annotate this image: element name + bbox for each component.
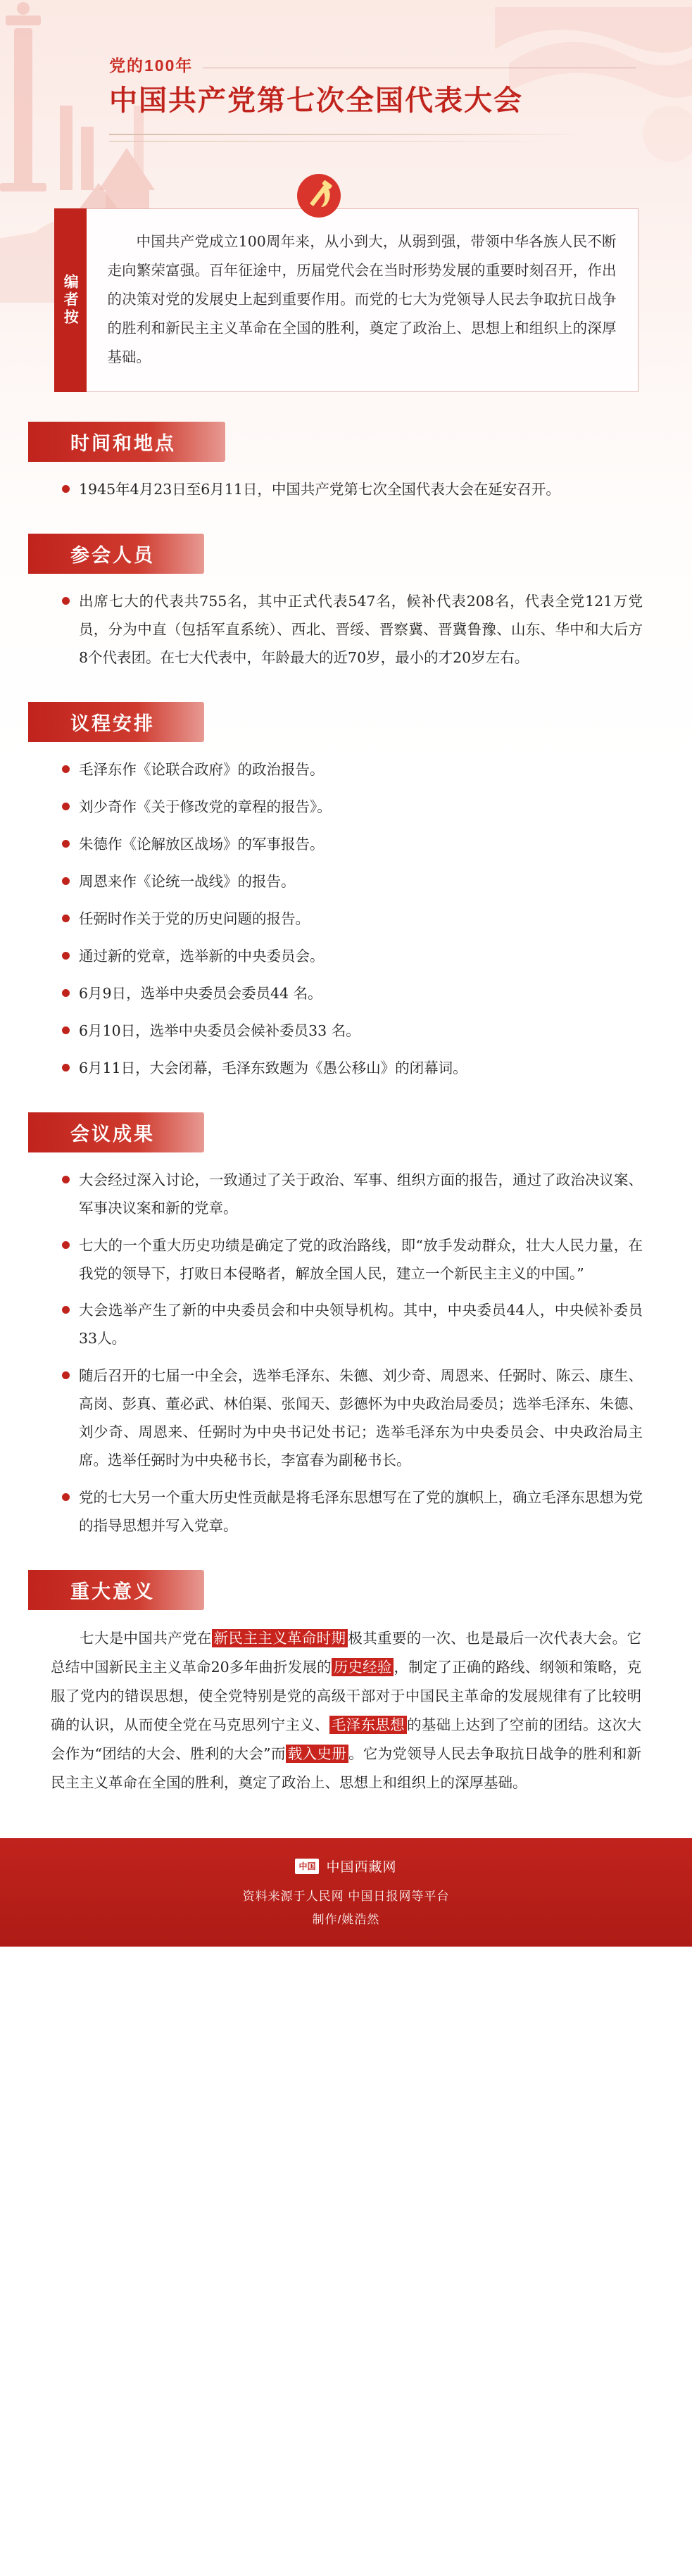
list-item-text: 1945年4月23日至6月11日，中国共产党第七次全国代表大会在延安召开。 xyxy=(79,481,560,498)
list-item-text: 出席七大的代表共755名，其中正式代表547名，候补代表208名，代表全党121万党员，分为中直（包括军直系统）、西北、晋绥、晋察冀、晋冀鲁豫、山东、华中和大后方8个代表团。在七大代表中，年龄最大的近70岁，最小的才20岁左右。 xyxy=(79,592,643,666)
sections-container xyxy=(0,422,692,1540)
site-name: 中国西藏网 xyxy=(326,1860,397,1876)
list-item xyxy=(62,1484,643,1540)
bullet-dot-icon xyxy=(62,877,70,885)
section xyxy=(0,534,692,672)
section-title: 重大意义 xyxy=(28,1570,204,1610)
title-rule-2 xyxy=(109,141,560,142)
bullet-dot-icon xyxy=(62,1371,70,1379)
hammer-sickle-icon xyxy=(296,172,342,219)
section-title: 时间和地点 xyxy=(28,422,225,462)
editor-note-text: 中国共产党成立100周年来，从小到大，从弱到强，带领中华各族人民不断走向繁荣富强。百年征途中，历届党代会在当时形势发展的重要时刻召开，作出的决策对党的发展史上起到重要作用。而党的七大为党领导人民去争取抗日战争的胜利和新民主主义革命在全国的胜利，奠定了政治上、思想上和组织上的深厚基础。 xyxy=(87,208,638,392)
list-item-text: 任弼时作关于党的历史问题的报告。 xyxy=(79,910,310,927)
section-body xyxy=(62,588,643,672)
bullet-dot-icon xyxy=(62,1306,70,1314)
highlight-phrase: 载入史册 xyxy=(286,1745,348,1763)
significance-text-run: ，制定了正确的路线、纲领和策略，克服了党内的错误思想，使全党特别是党的高级干部对于中国民主革命的发展规律有了比较明确的认识，从而使全党在马克思列宁主义、 xyxy=(51,1659,642,1734)
section-body xyxy=(62,476,643,504)
section xyxy=(0,702,692,1083)
section-title: 参会人员 xyxy=(28,534,204,574)
bullet-dot-icon xyxy=(62,485,70,493)
section xyxy=(0,422,692,504)
highlight-phrase: 历史经验 xyxy=(332,1658,394,1676)
list-item-text: 6月11日，大会闭幕，毛泽东致题为《愚公移山》的闭幕词。 xyxy=(79,1059,467,1076)
bullet-dot-icon xyxy=(62,765,70,773)
header-kicker: 党的100年 xyxy=(109,56,194,75)
bullet-dot-icon xyxy=(62,989,70,997)
source-line: 资料来源于人民网 中国日报网等平台 xyxy=(242,1890,450,1904)
section-body xyxy=(62,756,643,1083)
list-item xyxy=(62,1297,643,1353)
list-item xyxy=(62,1167,643,1223)
bullet-dot-icon xyxy=(62,1064,70,1072)
list-item-text: 6月9日，选举中央委员会委员44 名。 xyxy=(79,984,322,1002)
list-item-text: 七大的一个重大历史功绩是确定了党的政治路线，即“放手发动群众，壮大人民力量，在我党的领导下，打败日本侵略者，解放全国人民，建立一个新民主主义的中国。” xyxy=(79,1236,643,1282)
list-item-text: 刘少奇作《关于修改党的章程的报告》。 xyxy=(79,798,332,815)
footer xyxy=(0,1838,692,1947)
bullet-dot-icon xyxy=(62,915,70,922)
bullet-dot-icon xyxy=(62,803,70,810)
list-item xyxy=(62,1362,643,1475)
title-rule-1 xyxy=(109,134,588,135)
list-item xyxy=(62,1232,643,1288)
significance-text-run: 。它为党领导人民去争取抗日战争的胜利和新民主主义革命在全国的胜利，奠定了政治上、思想上和组织上的深厚基础。 xyxy=(51,1745,642,1792)
page-title: 中国共产党第七次全国代表大会 xyxy=(109,84,523,117)
list-item-text: 毛泽东作《论联合政府》的政治报告。 xyxy=(79,760,325,778)
list-item xyxy=(62,1017,643,1045)
bullet-dot-icon xyxy=(62,840,70,848)
list-item xyxy=(62,831,643,859)
section-title: 会议成果 xyxy=(28,1112,204,1152)
significance-text xyxy=(51,1624,641,1797)
list-item xyxy=(62,756,643,784)
bullet-dot-icon xyxy=(62,952,70,960)
highlight-phrase: 新民主主义革命时期 xyxy=(212,1629,348,1647)
header xyxy=(0,0,692,142)
list-item xyxy=(62,476,643,504)
site-logo-icon: 中国 xyxy=(295,1859,319,1874)
editor-note xyxy=(54,208,638,392)
list-item xyxy=(62,943,643,971)
list-item-text: 大会经过深入讨论，一致通过了关于政治、军事、组织方面的报告，通过了政治决议案、军事决议案和新的党章。 xyxy=(79,1171,643,1217)
bullet-dot-icon xyxy=(62,1176,70,1183)
section xyxy=(0,1112,692,1541)
significance-text-run: 七大是中国共产党在 xyxy=(80,1630,212,1647)
list-item-text: 6月10日，选举中央委员会候补委员33 名。 xyxy=(79,1022,360,1039)
bullet-dot-icon xyxy=(62,1026,70,1034)
bullet-dot-icon xyxy=(62,1493,70,1501)
credit-line: 制作/姚浩然 xyxy=(312,1912,380,1926)
list-item-text: 党的七大另一个重大历史性贡献是将毛泽东思想写在了党的旗帜上，确立毛泽东思想为党的指导思想并写入党章。 xyxy=(79,1489,643,1535)
section-title: 议程安排 xyxy=(28,702,204,742)
list-item-text: 通过新的党章，选举新的中央委员会。 xyxy=(79,947,325,965)
list-item-text: 随后召开的七届一中全会，选举毛泽东、朱德、刘少奇、周恩来、任弼时、陈云、康生、高岗、彭真、董必武、林伯渠、张闻天、彭德怀为中央政治局委员；选举毛泽东、朱德、刘少奇、周恩来、任弼时为中央书记处书记；选举毛泽东为中央委员会、中央政治局主席。选举任弼时为中央秘书长，李富春为副秘书长。 xyxy=(79,1367,643,1469)
list-item-text: 周恩来作《论统一战线》的报告。 xyxy=(79,872,296,890)
list-item-text: 朱德作《论解放区战场》的军事报告。 xyxy=(79,835,325,853)
list-item-text: 大会选举产生了新的中央委员会和中央领导机构。其中，中央委员44人，中央候补委员33人。 xyxy=(79,1302,643,1347)
section-significance xyxy=(0,1570,692,1797)
list-item xyxy=(62,1055,643,1083)
section-body xyxy=(62,1167,643,1541)
bullet-dot-icon xyxy=(62,1241,70,1249)
list-item xyxy=(62,868,643,896)
list-item xyxy=(62,980,643,1008)
highlight-phrase: 毛泽东思想 xyxy=(329,1716,407,1734)
bullet-dot-icon xyxy=(62,597,70,605)
list-item xyxy=(62,793,643,822)
list-item xyxy=(62,905,643,934)
significance-text-run: 极其重要的一次、也是最后一次代表大会。它总结中国新民主主义革命20多年曲折发展的 xyxy=(51,1630,642,1676)
editor-note-tab: 编者按 xyxy=(54,208,87,392)
list-item xyxy=(62,588,643,672)
significance-text-run: 的基础上达到了空前的团结。这次大会作为“团结的大会、胜利的大会”而 xyxy=(51,1716,642,1763)
